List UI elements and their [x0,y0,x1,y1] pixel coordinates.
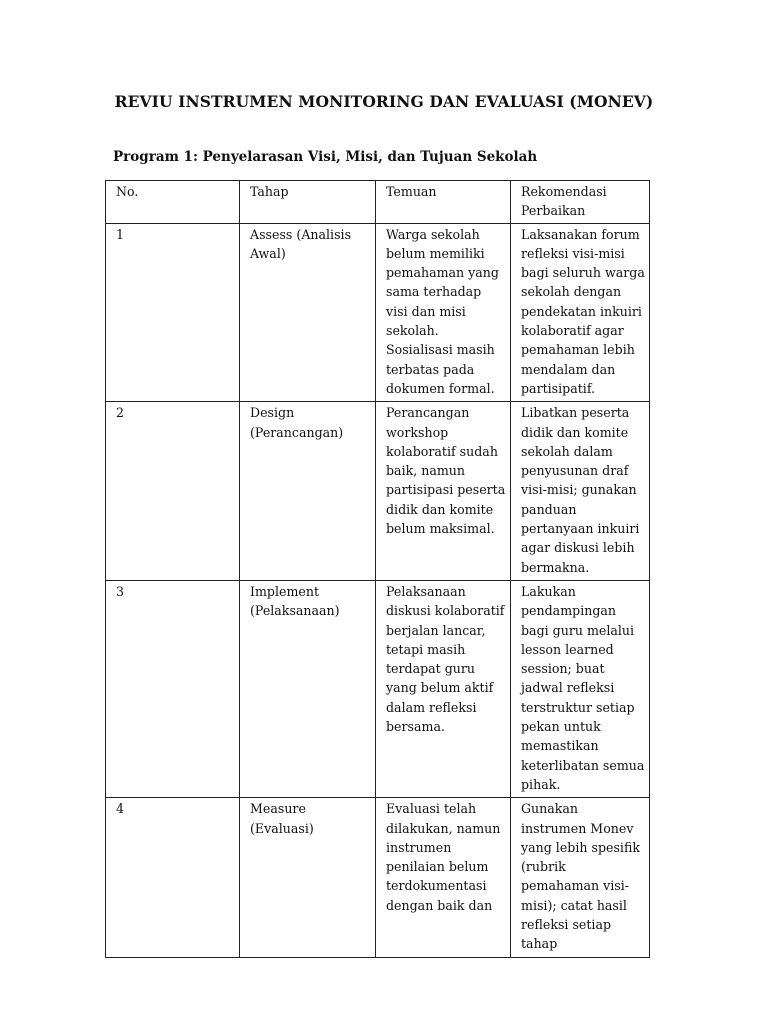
stage-text: Implement (Pelaksanaan) [250,583,340,619]
table-row [106,223,650,402]
recommendation-text: Gunakan instrumen Monev yang lebih spesifik (rubrik pemahaman visi-misi); catat hasil refleksi setiap tahap [521,801,640,952]
cell-no [106,223,240,402]
row-number: 1 [116,226,125,242]
finding-text: Perancangan workshop kolaboratif sudah baik, namun partisipasi peserta didik dan komite belum maksimal. [386,405,506,537]
header-no: No. [106,181,240,224]
stage-text: Measure (Evaluasi) [250,801,314,836]
cell-tahap [240,798,376,957]
stage-text: Design (Perancangan) [250,405,344,440]
table-row [106,798,650,957]
finding-text: Evaluasi telah dilakukan, namun instrumen penilaian belum terdokumentasi dengan baik dan [386,801,501,913]
monev-table [105,180,650,958]
table-row [106,402,650,581]
recommendation-text: Lakukan pendampingan bagi guru melalui lesson learned session; buat jadwal refleksi terstruktur setiap pekan untuk memastikan keterlibatan semua pihak. [521,583,645,792]
cell-no [106,798,240,957]
cell-tahap [240,580,376,797]
cell-no [106,402,240,581]
cell-temuan [376,798,511,957]
table-header-row [106,181,650,224]
recommendation-text: Libatkan peserta didik dan komite sekolah dalam penyusunan draf visi-misi; gunakan panduan pertanyaan inkuiri agar diskusi lebih bermakna. [521,405,640,575]
cell-rekomendasi [511,580,650,797]
cell-temuan [376,402,511,581]
recommendation-text: Laksanakan forum refleksi visi-misi bagi seluruh warga sekolah dengan pendekatan inkuiri kolaboratif agar pemahaman lebih mendalam dan partisipatif. [521,226,645,396]
program-heading: Program 1: Penyelarasan Visi, Misi, dan Tujuan Sekolah [113,149,538,165]
row-number: 4 [116,801,125,817]
stage-text: Assess (Analisis Awal) [250,226,352,261]
cell-temuan [376,223,511,402]
cell-tahap [240,223,376,402]
table-row [106,580,650,797]
document-title: REVIU INSTRUMEN MONITORING DAN EVALUASI (MONEV) [114,92,654,111]
header-rekomendasi: Rekomendasi Perbaikan [511,181,650,224]
cell-temuan [376,580,511,797]
finding-text: Pelaksanaan diskusi kolaboratif berjalan lancar, tetapi masih terdapat guru yang belum aktif dalam refleksi bersama. [386,583,505,735]
cell-no [106,580,240,797]
cell-rekomendasi [511,223,650,402]
cell-rekomendasi [511,798,650,957]
cell-rekomendasi [511,402,650,581]
row-number: 3 [116,583,125,599]
row-number: 2 [116,405,125,421]
cell-tahap [240,402,376,581]
header-tahap: Tahap [240,181,376,224]
header-temuan: Temuan [376,181,511,224]
finding-text: Warga sekolah belum memiliki pemahaman yang sama terhadap visi dan misi sekolah. Sosialisasi masih terbatas pada dokumen formal. [386,226,499,396]
